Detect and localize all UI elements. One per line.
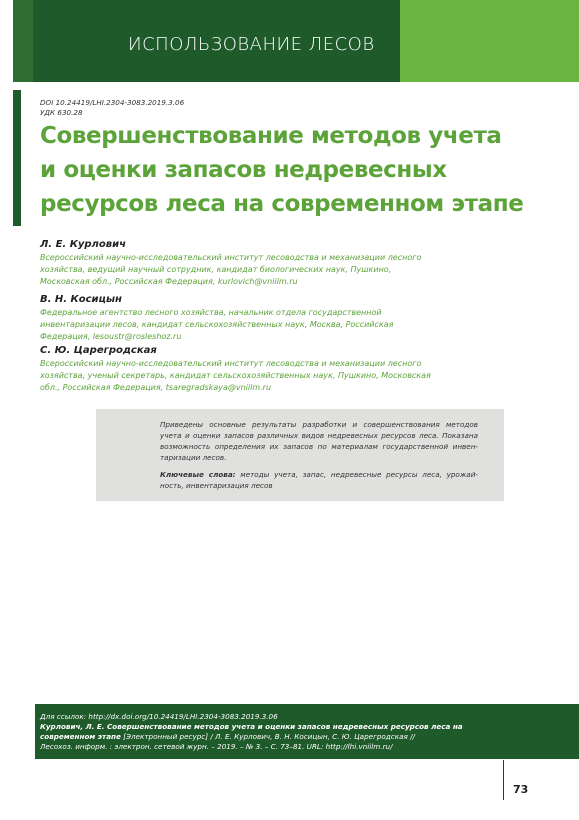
abstract-box bbox=[96, 409, 504, 501]
citation-link-line: Для ссылок: http://dx.doi.org/10.24419/LHI.2304-3083.2019.3.06 bbox=[40, 712, 278, 721]
title-line: и оценки запасов недревесных bbox=[40, 157, 447, 183]
header-right-panel bbox=[400, 0, 579, 82]
title-side-bar bbox=[13, 90, 21, 226]
keywords bbox=[160, 469, 478, 491]
citation-journal-line: Лесохоз. информ. : электрон. сетевой журн. – 2019. – № 3. – С. 73–81. URL: http://lhi.vniilm.ru/ bbox=[40, 742, 393, 751]
keywords-label: Ключевые слова: bbox=[160, 470, 236, 479]
header-accent bbox=[13, 0, 33, 82]
section-title: ИСПОЛЬЗОВАНИЕ ЛЕСОВ bbox=[128, 34, 375, 55]
citation-title-end: современном этапе bbox=[40, 732, 121, 741]
affiliation-line: Федеральное агентство лесного хозяйства, начальник отдела государственной bbox=[40, 308, 382, 317]
affiliation-line: Всероссийский научно-исследовательский институт лесоводства и механизации лесного bbox=[40, 359, 422, 368]
author-name: С. Ю. Царегродская bbox=[40, 345, 157, 356]
keywords-text: методы учета, запас, недревесные ресурсы леса, урожай- ность, инвентаризация лесов bbox=[160, 470, 478, 490]
doi: DOI 10.24419/LHI.2304-3083.2019.3.06 bbox=[40, 98, 185, 107]
title-line: Совершенствование методов учета bbox=[40, 123, 502, 149]
article-title bbox=[40, 119, 560, 221]
author-1 bbox=[40, 239, 540, 288]
udc: УДК 630.28 bbox=[40, 108, 83, 117]
author-2 bbox=[40, 294, 540, 343]
title-line: ресурсов леса на современном этапе bbox=[40, 191, 524, 217]
author-name: Л. Е. Курлович bbox=[40, 239, 126, 250]
citation-line-3 bbox=[40, 732, 415, 741]
affiliation-line: инвентаризации лесов, кандидат сельскохозяйственных наук, Москва, Российская bbox=[40, 320, 394, 329]
affiliation-line: хозяйства, ученый секретарь, кандидат сельскохозяйственных наук, Пушкино, Московская bbox=[40, 371, 431, 380]
author-affiliation bbox=[40, 307, 540, 343]
page-divider bbox=[503, 760, 504, 800]
author-affiliation bbox=[40, 358, 540, 394]
page-number: 73 bbox=[513, 783, 529, 796]
affiliation-line: Всероссийский научно-исследовательский институт лесоводства и механизации лесного bbox=[40, 253, 422, 262]
affiliation-line: хозяйства, ведущий научный сотрудник, кандидат биологических наук, Пушкино, bbox=[40, 265, 392, 274]
citation-box bbox=[35, 704, 579, 759]
affiliation-line: Федерация, lesoustr@rosleshoz.ru bbox=[40, 332, 182, 341]
affiliation-line: обл., Российская Федерация, tsaregradskaya@vniilm.ru bbox=[40, 383, 272, 392]
author-name: В. Н. Косицын bbox=[40, 294, 122, 305]
author-3 bbox=[40, 345, 540, 394]
citation-title-line: Курлович, Л. Е. Совершенствование методов учета и оценки запасов недревесных ресурсов леса на bbox=[40, 722, 463, 731]
affiliation-line: Московская обл., Российская Федерация, kurlovich@vniilm.ru bbox=[40, 277, 298, 286]
author-affiliation bbox=[40, 252, 540, 288]
abstract-text: Приведены основные результаты разработки и совершенствования методов учета и оценки запасов различных видов недревесных ресурсов леса. Показана возможность определения их запасов по материалам государственной инвен- таризации лесов. bbox=[160, 420, 478, 462]
citation-source: [Электронный ресурс] / Л. Е. Курлович, В. Н. Косицын, С. Ю. Царегродская // bbox=[120, 732, 415, 741]
